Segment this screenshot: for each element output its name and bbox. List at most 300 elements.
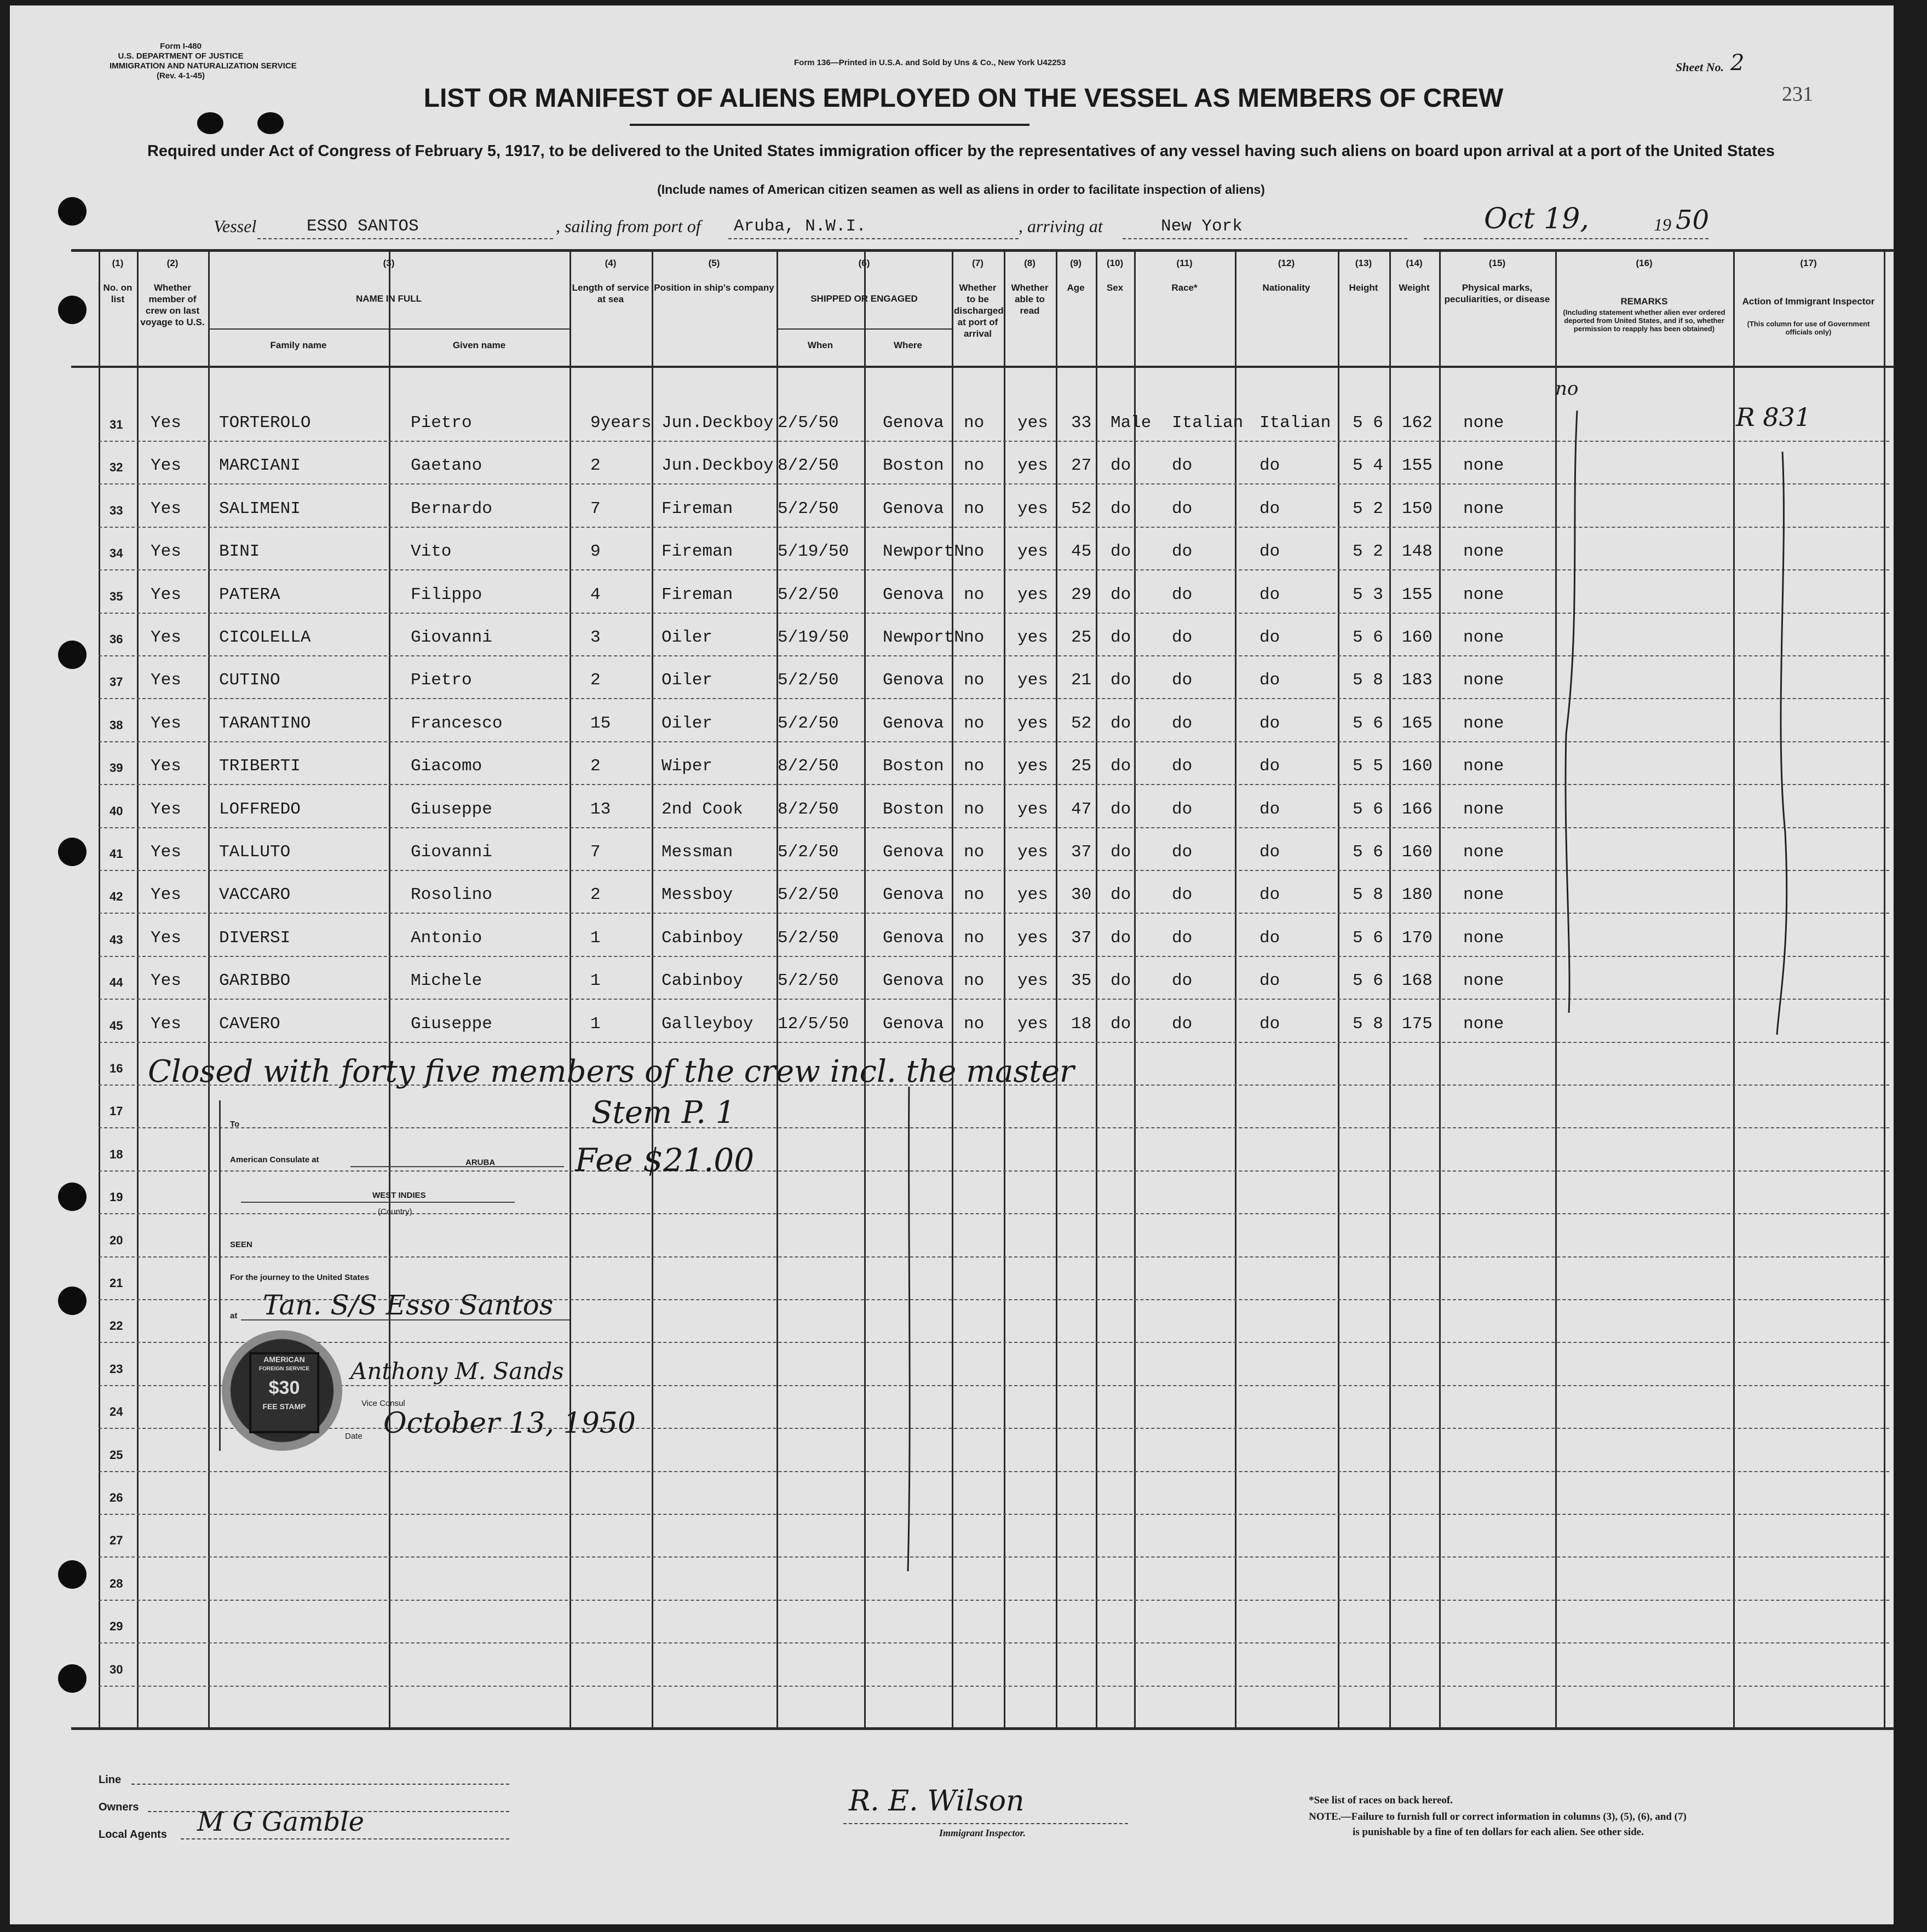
punch-hole	[58, 296, 87, 324]
cell-disch: no	[964, 885, 985, 905]
cell-age: 29	[1071, 585, 1092, 604]
cell-given: Francesco	[411, 713, 503, 733]
row-separator	[99, 1556, 1889, 1558]
cell-where: Boston	[883, 799, 944, 819]
column-rule	[1884, 250, 1885, 1728]
cell-race: do	[1172, 456, 1193, 476]
cell-family: DIVERSI	[219, 928, 291, 948]
cell-sex: Male	[1111, 413, 1152, 432]
inspector-mark: R 831	[1736, 402, 1811, 432]
stamp-city: ARUBA	[465, 1158, 496, 1167]
subheader-where: Where	[894, 340, 922, 350]
punch-hole	[58, 838, 87, 866]
cell-nat: do	[1259, 585, 1280, 604]
cell-weight: 175	[1402, 1014, 1433, 1034]
column-rule	[652, 250, 653, 1728]
cell-weight: 160	[1402, 628, 1433, 647]
cell-nat: do	[1259, 1014, 1280, 1034]
cell-when: 5/2/50	[778, 713, 839, 733]
punch-hole	[58, 641, 87, 669]
cell-position: Cabinboy	[661, 928, 743, 948]
row-separator	[99, 913, 1889, 914]
row-number: 36	[110, 632, 123, 646]
column-rule	[864, 250, 866, 1728]
cell-read: yes	[1017, 799, 1048, 819]
cell-given: Filippo	[411, 585, 482, 604]
column-header: Height	[1349, 282, 1378, 293]
cell-when: 5/2/50	[778, 499, 839, 518]
stamp-vessel: Tan. S/S Esso Santos	[263, 1289, 554, 1321]
stamp-at: at	[230, 1311, 238, 1320]
cell-when: 12/5/50	[778, 1014, 849, 1034]
year-prefix: 19	[1654, 215, 1671, 234]
cell-prev: Yes	[151, 628, 181, 647]
cell-where: Genova	[883, 585, 944, 604]
cell-where: Genova	[883, 671, 944, 690]
cell-marks: none	[1463, 757, 1504, 776]
cell-height: 5 8	[1353, 885, 1383, 905]
cell-marks: none	[1463, 456, 1504, 476]
sheet-label: Sheet No.	[1676, 60, 1724, 74]
cell-disch: no	[964, 1014, 985, 1034]
stem-note: Stem P. 1	[591, 1095, 735, 1131]
row-number: 34	[110, 546, 123, 561]
column-number: (7)	[972, 258, 983, 268]
column-header: Action of Immigrant Inspector	[1742, 296, 1875, 307]
vessel-label: Vessel	[214, 216, 257, 236]
cell-race: do	[1172, 843, 1193, 862]
row-number: 23	[110, 1362, 123, 1376]
cell-marks: none	[1463, 499, 1504, 518]
year-suffix: 50	[1676, 205, 1710, 235]
cell-service: 1	[590, 928, 601, 948]
row-separator	[99, 1471, 1889, 1472]
cell-service: 3	[590, 628, 601, 647]
cell-service: 2	[590, 885, 601, 905]
row-separator	[99, 741, 1889, 742]
cell-given: Giovanni	[411, 843, 492, 862]
row-number: 19	[110, 1190, 123, 1204]
line-label: Line	[99, 1774, 122, 1786]
cell-service: 2	[590, 456, 601, 476]
cell-age: 30	[1071, 885, 1092, 905]
cell-read: yes	[1017, 671, 1048, 690]
cell-given: Giuseppe	[411, 1014, 492, 1034]
punch-hole	[257, 112, 284, 134]
cell-position: Messboy	[661, 885, 733, 905]
cell-prev: Yes	[151, 499, 181, 518]
cell-marks: none	[1463, 971, 1504, 991]
cell-disch: no	[964, 799, 985, 819]
vessel-line	[257, 238, 553, 239]
cell-when: 5/2/50	[778, 928, 839, 948]
cell-weight: 180	[1402, 885, 1433, 905]
subheader-inspector-note: (This column for use of Government officials only)	[1747, 320, 1870, 336]
cell-prev: Yes	[151, 585, 181, 604]
cell-disch: no	[964, 542, 985, 562]
row-separator	[99, 483, 1889, 485]
cell-prev: Yes	[151, 413, 181, 432]
column-rule	[99, 250, 100, 1728]
row-number: 26	[110, 1491, 123, 1504]
cell-given: Antonio	[411, 928, 482, 948]
cell-disch: no	[964, 928, 985, 948]
cell-age: 21	[1071, 671, 1092, 690]
printer-note: Form 136—Printed in U.S.A. and Sold by Uns & Co., New York U42253	[794, 58, 1066, 67]
cell-race: do	[1172, 928, 1193, 948]
row-separator	[99, 1642, 1889, 1643]
cell-position: Cabinboy	[661, 971, 743, 991]
punch-hole	[58, 1183, 87, 1211]
cell-age: 37	[1071, 928, 1092, 948]
stamp-country-line	[241, 1202, 515, 1203]
cell-race: do	[1172, 671, 1193, 690]
row-separator	[99, 441, 1889, 442]
cell-age: 27	[1071, 456, 1092, 476]
cell-position: Jun.Deckboy	[661, 413, 774, 432]
column-header: Length of service at sea	[572, 282, 649, 304]
cell-family: GARIBBO	[219, 971, 291, 991]
column-header: No. on list	[103, 282, 133, 304]
page-stamp: 231	[1782, 83, 1813, 106]
cell-family: CAVERO	[219, 1014, 280, 1034]
stamp-journey: For the journey to the United States	[230, 1273, 370, 1282]
row-separator	[99, 527, 1889, 528]
row-number: 27	[110, 1533, 123, 1548]
row-number: 17	[110, 1104, 123, 1118]
cell-given: Giuseppe	[411, 799, 492, 819]
cell-race: Italian	[1172, 413, 1244, 432]
cell-nat: do	[1259, 843, 1280, 862]
port-to-line	[1123, 238, 1407, 239]
cell-read: yes	[1017, 971, 1048, 991]
row-number: 38	[110, 718, 123, 732]
cell-service: 13	[590, 799, 611, 819]
cell-nat: do	[1259, 757, 1280, 776]
row-number: 35	[110, 589, 123, 603]
cell-position: Galleyboy	[661, 1014, 753, 1034]
cell-sex: do	[1111, 928, 1131, 948]
cell-service: 1	[590, 971, 601, 991]
row-number: 40	[110, 804, 123, 818]
cell-age: 47	[1071, 799, 1092, 819]
column-header: Whether member of crew on last voyage to U.S.	[140, 282, 205, 327]
cell-service: 2	[590, 757, 601, 776]
column-header: Race*	[1171, 282, 1198, 293]
cell-where: Boston	[883, 456, 944, 476]
subheader-when: When	[807, 340, 833, 350]
cell-family: VACCARO	[219, 885, 291, 905]
cell-sex: do	[1111, 843, 1131, 862]
revision: (Rev. 4-1-45)	[156, 71, 205, 80]
column-header: Whether able to read	[1011, 282, 1049, 316]
row-separator	[99, 698, 1889, 699]
column-rule	[137, 250, 139, 1728]
row-number: 21	[110, 1276, 123, 1290]
cell-where: Genova	[883, 1014, 944, 1034]
cell-service: 7	[590, 843, 601, 862]
cell-race: do	[1172, 542, 1193, 562]
cell-when: 5/2/50	[778, 671, 839, 690]
closing-note: Closed with forty five members of the crew incl. the master	[148, 1054, 1074, 1089]
cell-read: yes	[1017, 757, 1048, 776]
cell-when: 2/5/50	[778, 413, 839, 432]
cell-age: 37	[1071, 843, 1092, 862]
cell-height: 5 3	[1353, 585, 1383, 604]
cell-position: Fireman	[661, 542, 733, 562]
penalty-note: NOTE.—Failure to furnish full or correct information in columns (3), (5), (6), and (7)	[1309, 1811, 1687, 1823]
arriving-label: , arriving at	[1019, 216, 1103, 236]
cell-height: 5 6	[1353, 843, 1383, 862]
cell-read: yes	[1017, 713, 1048, 733]
inspector-field	[843, 1823, 1128, 1824]
stamp-seen: SEEN	[230, 1240, 252, 1249]
cell-sex: do	[1111, 971, 1131, 991]
cell-prev: Yes	[151, 456, 181, 476]
cell-sex: do	[1111, 585, 1131, 604]
port-to: New York	[1161, 217, 1243, 236]
cell-prev: Yes	[151, 971, 181, 991]
cell-read: yes	[1017, 413, 1048, 432]
cell-sex: do	[1111, 885, 1131, 905]
inspector-signature: R. E. Wilson	[849, 1785, 1025, 1818]
row-separator	[99, 1514, 1889, 1515]
punch-hole	[58, 1664, 87, 1693]
fee-stamp-top: AMERICAN	[263, 1355, 305, 1364]
column-number: (6)	[858, 258, 870, 268]
cell-marks: none	[1463, 1014, 1504, 1034]
cell-sex: do	[1111, 499, 1131, 518]
cell-nat: do	[1259, 713, 1280, 733]
cell-age: 18	[1071, 1014, 1092, 1034]
cell-when: 5/2/50	[778, 885, 839, 905]
column-rule	[952, 250, 953, 1728]
row-separator	[99, 784, 1889, 785]
cell-position: Jun.Deckboy	[661, 456, 774, 476]
cell-marks: none	[1463, 542, 1504, 562]
cell-read: yes	[1017, 1014, 1048, 1034]
cell-weight: 160	[1402, 843, 1433, 862]
table-top-rule	[71, 249, 1895, 252]
cell-disch: no	[964, 671, 985, 690]
cell-disch: no	[964, 628, 985, 647]
cell-prev: Yes	[151, 1014, 181, 1034]
cell-race: do	[1172, 885, 1193, 905]
column-rule	[1096, 250, 1097, 1728]
cell-service: 9	[590, 542, 601, 562]
cell-given: Rosolino	[411, 885, 492, 905]
cell-marks: none	[1463, 928, 1504, 948]
vessel-name: ESSO SANTOS	[307, 217, 419, 236]
column-rule	[389, 250, 390, 1728]
cell-position: Wiper	[661, 757, 713, 776]
fee-stamp	[249, 1352, 319, 1433]
subheader-given: Given name	[452, 340, 506, 350]
row-number: 29	[110, 1619, 123, 1634]
stamp-consulate: American Consulate at	[230, 1155, 319, 1164]
stamp-to: To	[230, 1120, 240, 1129]
cell-given: Michele	[411, 971, 482, 991]
row-separator	[99, 569, 1889, 570]
row-number: 24	[110, 1405, 123, 1419]
remarks-ditto-line	[1555, 405, 1588, 1018]
cell-service: 2	[590, 671, 601, 690]
cell-race: do	[1172, 713, 1193, 733]
column-number: (8)	[1024, 258, 1036, 268]
cell-weight: 170	[1402, 928, 1433, 948]
cell-given: Gaetano	[411, 456, 482, 476]
cell-age: 35	[1071, 971, 1092, 991]
cell-where: Boston	[883, 757, 944, 776]
arrival-date: Oct 19,	[1484, 203, 1589, 235]
cell-prev: Yes	[151, 757, 181, 776]
header-subrule	[776, 328, 952, 330]
cell-race: do	[1172, 799, 1193, 819]
cell-height: 5 4	[1353, 456, 1383, 476]
cell-nat: do	[1259, 542, 1280, 562]
row-number: 30	[110, 1662, 123, 1676]
row-number: 43	[110, 932, 123, 947]
cell-when: 8/2/50	[778, 757, 839, 776]
cell-where: Genova	[883, 499, 944, 518]
cell-prev: Yes	[151, 928, 181, 948]
cell-read: yes	[1017, 885, 1048, 905]
cell-nat: do	[1259, 928, 1280, 948]
row-number: 31	[110, 418, 123, 431]
inspector-ditto-line	[1769, 449, 1802, 1040]
cell-race: do	[1172, 1014, 1193, 1034]
cell-service: 4	[590, 585, 601, 604]
subheader-remarks-note: (Including statement whether alien ever ordered deported from United States, and if so, whether permission to reapply has been obtained)	[1563, 308, 1725, 333]
cell-read: yes	[1017, 585, 1048, 604]
column-number: (11)	[1176, 258, 1193, 268]
cell-prev: Yes	[151, 885, 181, 905]
cell-race: do	[1172, 585, 1193, 604]
cell-disch: no	[964, 713, 985, 733]
cell-position: Oiler	[661, 671, 713, 690]
cell-disch: no	[964, 456, 985, 476]
column-rule	[1134, 250, 1136, 1728]
cell-nat: do	[1259, 971, 1280, 991]
fee-note: Fee $21.00	[575, 1141, 755, 1179]
agents-label: Local Agents	[99, 1829, 167, 1841]
subtitle: Required under Act of Congress of February 5, 1917, to be delivered to the United States immigration officer by the representatives of any vessel having such aliens on board upon arrival at a port of the United States	[147, 142, 1775, 160]
cell-read: yes	[1017, 456, 1048, 476]
column-header: Sex	[1106, 282, 1124, 293]
cell-disch: no	[964, 413, 985, 432]
column-rule	[1338, 250, 1339, 1728]
cell-age: 45	[1071, 542, 1092, 562]
cell-height: 5 6	[1353, 971, 1383, 991]
cell-height: 5 8	[1353, 1014, 1383, 1034]
row-number: 20	[110, 1233, 123, 1247]
cell-marks: none	[1463, 585, 1504, 604]
cell-sex: do	[1111, 713, 1131, 733]
fee-stamp-value: $30	[268, 1377, 300, 1398]
row-separator	[99, 827, 1889, 828]
row-separator	[99, 999, 1889, 1000]
column-rule	[1733, 250, 1735, 1728]
row-number: 32	[110, 460, 123, 475]
cell-when: 8/2/50	[778, 799, 839, 819]
column-number: (1)	[112, 258, 124, 268]
punch-hole	[58, 1287, 87, 1315]
cell-read: yes	[1017, 628, 1048, 647]
form-number: Form I-480	[160, 42, 202, 51]
cell-when: 5/19/50	[778, 628, 849, 647]
cell-disch: no	[964, 499, 985, 518]
cell-height: 5 6	[1353, 628, 1383, 647]
punch-hole	[58, 197, 87, 226]
cell-where: Genova	[883, 713, 944, 733]
stamp-city-line	[350, 1166, 564, 1167]
column-rule	[1439, 250, 1441, 1728]
cell-prev: Yes	[151, 713, 181, 733]
cell-age: 52	[1071, 499, 1092, 518]
column-number: (16)	[1636, 258, 1653, 268]
cell-when: 5/2/50	[778, 843, 839, 862]
cell-when: 5/2/50	[778, 971, 839, 991]
cell-where: NewportN	[883, 542, 964, 562]
cell-family: CUTINO	[219, 671, 280, 690]
sheet-number: 2	[1730, 50, 1745, 76]
cell-nat: do	[1259, 499, 1280, 518]
cell-where: Genova	[883, 843, 944, 862]
cell-sex: do	[1111, 671, 1131, 690]
column-number: (2)	[166, 258, 179, 268]
cell-weight: 160	[1402, 757, 1433, 776]
cell-sex: do	[1111, 542, 1131, 562]
cell-family: MARCIANI	[219, 456, 301, 476]
cell-family: TARANTINO	[219, 713, 311, 733]
cell-sex: do	[1111, 799, 1131, 819]
cell-marks: none	[1463, 843, 1504, 862]
column-rule	[1004, 250, 1005, 1728]
punch-hole	[58, 1560, 87, 1589]
agents-signature: M G Gamble	[197, 1807, 364, 1837]
cell-when: 8/2/50	[778, 456, 839, 476]
port-from-line	[728, 238, 1019, 239]
column-number: (15)	[1488, 258, 1506, 268]
row-number: 45	[110, 1018, 123, 1033]
table-bottom-rule	[71, 1727, 1895, 1730]
cell-weight: 155	[1402, 456, 1433, 476]
cell-prev: Yes	[151, 843, 181, 862]
cell-age: 25	[1071, 628, 1092, 647]
cell-service: 1	[590, 1014, 601, 1034]
cell-position: Fireman	[661, 585, 733, 604]
cell-weight: 150	[1402, 499, 1433, 518]
cell-nat: do	[1259, 628, 1280, 647]
cell-height: 5 6	[1353, 799, 1383, 819]
column-header: Age	[1067, 282, 1085, 293]
cell-weight: 148	[1402, 542, 1433, 562]
cell-race: do	[1172, 499, 1193, 518]
subheader-family: Family name	[270, 340, 327, 350]
sailing-label: , sailing from port of	[556, 216, 701, 236]
cell-sex: do	[1111, 456, 1131, 476]
title-underline	[630, 124, 1029, 126]
agents-field	[181, 1838, 509, 1839]
vice-consul-label: Vice Consul	[361, 1399, 405, 1408]
cell-weight: 166	[1402, 799, 1433, 819]
column-rule	[1235, 250, 1236, 1728]
cell-position: Oiler	[661, 628, 713, 647]
row-separator	[99, 655, 1889, 656]
column-header: Physical marks, peculiarities, or disease	[1444, 282, 1550, 304]
row-separator	[99, 1042, 1889, 1043]
column-header: Position in ship's company	[654, 282, 774, 293]
